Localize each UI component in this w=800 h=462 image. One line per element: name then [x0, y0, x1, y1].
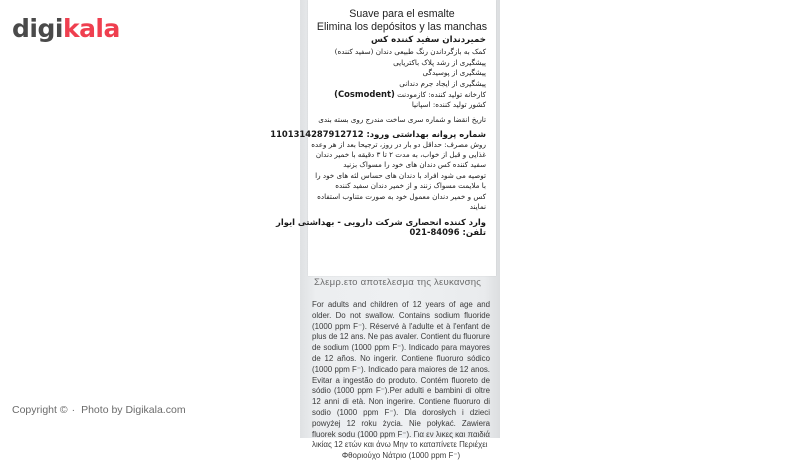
persian-line: پیشگیری از رشد پلاک باکتریایی	[393, 57, 486, 67]
logo-text-prefix: digi	[12, 14, 63, 43]
persian-line: کمک به بازگرداندن رنگ طبیعی دندان (سفید کننده)	[334, 47, 486, 57]
persian-line: تاریخ انقضا و شماره سری ساخت مندرج روی بسته بندی	[318, 114, 486, 124]
persian-line: روش مصرف: حداقل دو بار در روز، ترجیحا بعد از هر وعده	[311, 139, 486, 149]
spanish-line: Suave para el esmalte	[349, 8, 455, 20]
persian-line: پیشگیری از پوسیدگی	[422, 68, 486, 78]
logo-text-accent: kala	[62, 14, 120, 43]
digikala-logo	[12, 14, 120, 43]
toothpaste-box-photo	[270, 0, 500, 461]
persian-title: خمیردندان سفید کننده کس	[371, 35, 486, 45]
persian-line: با ملایمت مسواک زنند و از خمیر دندان سفید کننده	[335, 181, 486, 191]
multilingual-warning-text	[300, 300, 500, 462]
persian-license-line: شماره پروانه بهداشتی ورود: 1101314287912712	[270, 129, 486, 140]
persian-line: نمایند	[469, 202, 486, 212]
persian-phone-line: تلفن: 84096-021	[409, 226, 486, 237]
persian-line: سفید کننده کس دندان های خود را مسواک بزنید	[343, 160, 486, 170]
persian-line: غذایی و قبل از خواب، به مدت ۲ تا ۳ دقیقه با خمیر دندان	[315, 150, 486, 160]
persian-line: پیشگیری از ایجاد جرم دندانی	[399, 78, 486, 88]
copyright-footer	[12, 404, 186, 416]
brand-name: (Cosmodent)	[334, 89, 395, 100]
persian-manufacturer: کارخانه تولید کننده: کازمودنت	[397, 90, 486, 100]
persian-line: کس و خمیر دندان معمول خود به صورت متناوب استفاده	[317, 191, 486, 201]
persian-text-block	[270, 33, 496, 237]
copyright-text: Copyright ©	[12, 404, 68, 416]
multilingual-paragraph: For adults and children of 12 years of age and older. Do not swallow. Contains sodium fluoride (1000 ppm F⁻). Réservé à l'adulte et à l'enfant de plus de 12 ans. Ne pas avaler. Contient du fluorure de sodium (1000 ppm F⁻). Indicado para mayores de 12 años. No ingerir. Contiene fluoruro sódico (1000 ppm F⁻). Indicado para maiores de 12 anos. Evitar a ingestão do produto. Contém fluoreto de sódio (1000 ppm F⁻).Per adulti e bambini di oltre 12 anni di età. Non ingerire. Contiene fluoruro di sodio (1000 ppm F⁻). Dla dorosłych i dzieci powyżej 12 roku życia. Nie połykać. Zawiera fluorek sodu (1000 ppm F⁻). Για εν λικες και παιδιά λικίας 12 ετών και άνω Μην το καταπίνετε Περιέχει	[312, 300, 490, 450]
persian-line: کشور تولید کننده: اسپانیا	[411, 100, 486, 110]
persian-line: توصیه می شود افراد با دندان های حساس لثه های خود را	[315, 170, 486, 180]
persian-line	[314, 89, 486, 100]
greek-cut-off-line: Σλεμρ.ετο αποτελεσμα της λευκανσης	[314, 277, 482, 288]
product-label	[270, 0, 496, 276]
separator: ·	[71, 404, 76, 416]
spanish-heading	[308, 0, 496, 33]
persian-importer-line: وارد کننده انحصاری شرکت دارویی - بهداشتی ایوار	[276, 216, 486, 227]
photo-credit: Photo by Digikala.com	[81, 404, 186, 416]
spanish-line: Elimina los depósitos y las manchas	[316, 20, 488, 33]
multilingual-last-line: Φθοριούχο Νάτριο (1000 ppm F⁻)	[341, 451, 461, 461]
